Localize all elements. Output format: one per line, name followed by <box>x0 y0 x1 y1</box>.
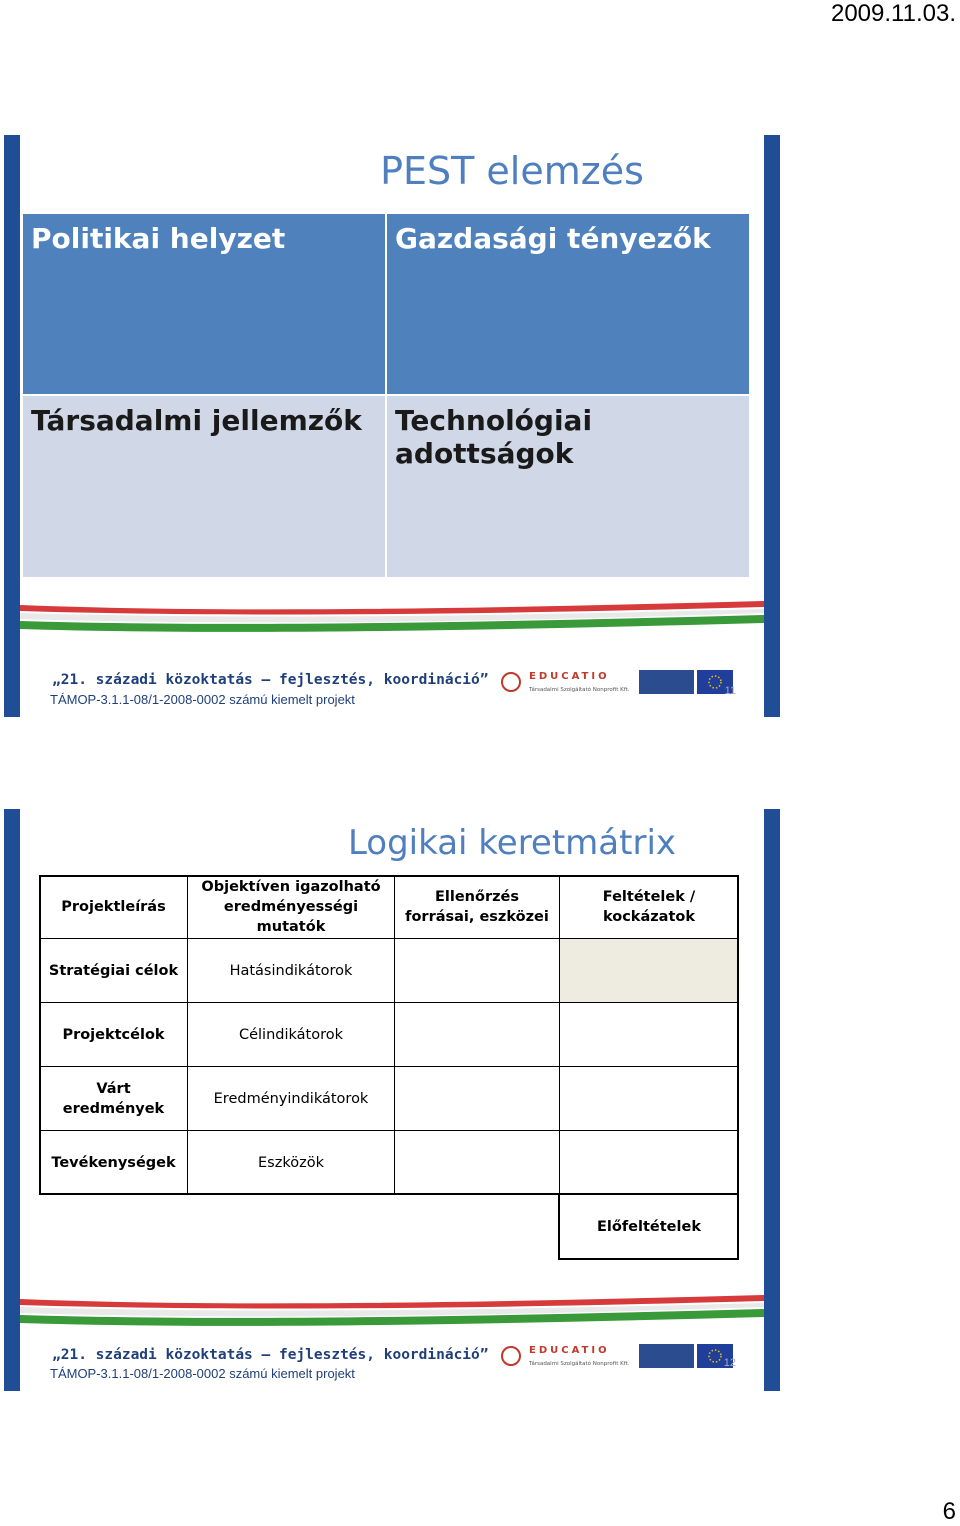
pest-cell-technological: Technológiai adottságok <box>387 396 749 577</box>
logframe-table <box>39 875 739 1261</box>
date-header: 2009.11.03. <box>830 0 956 27</box>
table-cell-assumption <box>559 1066 739 1131</box>
footer-logos <box>499 1341 734 1371</box>
table-cell-preconditions: Előfeltételek <box>559 1194 739 1259</box>
table-cell-source <box>394 1130 560 1195</box>
slide-right-bar <box>764 135 780 717</box>
table-cell-level: Projektcélok <box>39 1002 188 1067</box>
table-cell-level: Stratégiai célok <box>39 938 188 1003</box>
flag-stripe-decoration <box>20 1295 764 1335</box>
footer-project-title: „21. századi közoktatás – fejlesztés, koordináció” <box>52 672 489 688</box>
table-cell-indicator: Eredményindikátorok <box>187 1066 395 1131</box>
educatio-logo-subtitle: Társadalmi Szolgáltató Nonprofit Kft. <box>529 1361 630 1367</box>
educatio-logo-text: EDUCATIO <box>529 1345 610 1356</box>
table-cell-source <box>394 938 560 1003</box>
educatio-logo-subtitle: Társadalmi Szolgáltató Nonprofit Kft. <box>529 687 630 693</box>
table-cell-source <box>394 1066 560 1131</box>
table-cell-level: Várt eredmények <box>39 1066 188 1131</box>
pest-grid <box>23 214 749 577</box>
pest-cell-political: Politikai helyzet <box>23 214 385 394</box>
table-header-cell: Ellenőrzés forrásai, eszközei <box>394 875 560 939</box>
slide-title: Logikai keretmátrix <box>347 823 677 863</box>
table-header-cell: Feltételek / kockázatok <box>559 875 739 939</box>
pest-cell-economic: Gazdasági tényezők <box>387 214 749 394</box>
page-number: 6 <box>942 1498 956 1525</box>
slide-left-bar <box>4 135 20 717</box>
table-cell-indicator: Célindikátorok <box>187 1002 395 1067</box>
slide-number: 12 <box>723 1357 736 1369</box>
uj-magyarorszag-logo-icon <box>639 670 694 694</box>
table-cell-source <box>394 1002 560 1067</box>
table-cell-indicator: Eszközök <box>187 1130 395 1195</box>
slide-title: PEST elemzés <box>380 149 644 193</box>
educatio-emblem-icon <box>502 1347 520 1365</box>
footer-project-code: TÁMOP-3.1.1-08/1-2008-0002 számú kiemelt projekt <box>50 1366 355 1381</box>
uj-magyarorszag-logo-icon <box>639 1344 694 1368</box>
slide-left-bar <box>4 809 20 1391</box>
slide-number: 11 <box>724 685 736 697</box>
slide-logframe <box>4 809 780 1391</box>
pest-cell-social: Társadalmi jellemzők <box>23 396 385 577</box>
footer-logos <box>499 667 734 697</box>
table-cell-assumption <box>559 1002 739 1067</box>
table-cell-indicator: Hatásindikátorok <box>187 938 395 1003</box>
slide-pest <box>4 135 780 717</box>
table-cell-assumption <box>559 938 739 1003</box>
flag-stripe-decoration <box>20 601 764 641</box>
footer-project-title: „21. századi közoktatás – fejlesztés, koordináció” <box>52 1347 489 1363</box>
educatio-logo-text: EDUCATIO <box>529 671 610 682</box>
table-header-cell: Projektleírás <box>39 875 188 939</box>
table-cell-assumption <box>559 1130 739 1195</box>
table-header-cell: Objektíven igazolható eredményességi mutatók <box>187 875 395 939</box>
educatio-emblem-icon <box>502 673 520 691</box>
slide-right-bar <box>764 809 780 1391</box>
footer-project-code: TÁMOP-3.1.1-08/1-2008-0002 számú kiemelt projekt <box>50 692 355 707</box>
table-cell-level: Tevékenységek <box>39 1130 188 1195</box>
